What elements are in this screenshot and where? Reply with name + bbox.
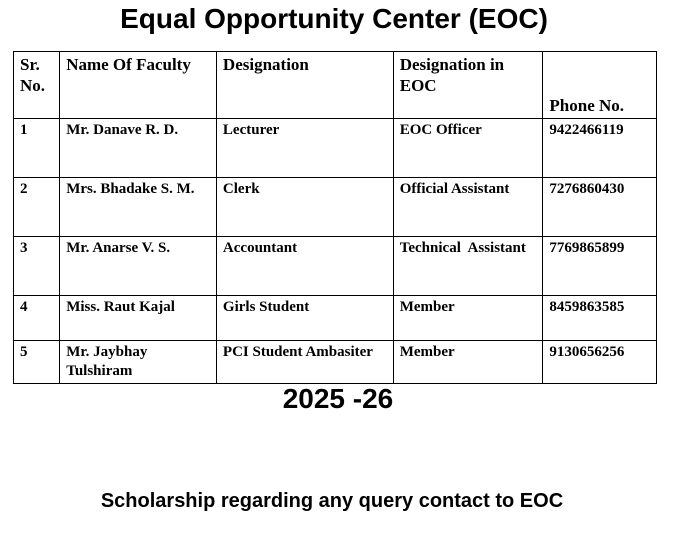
cell-name: Mr. Danave R. D. bbox=[60, 119, 217, 178]
cell-phone: 9130656256 bbox=[543, 341, 657, 384]
table-row bbox=[14, 341, 657, 384]
cell-designation-eoc: Member bbox=[393, 341, 543, 384]
eoc-members-table bbox=[13, 51, 657, 384]
cell-designation-eoc: EOC Officer bbox=[393, 119, 543, 178]
cell-phone: 7276860430 bbox=[543, 178, 657, 237]
cell-name-line1: Mr. Jaybhay bbox=[66, 344, 148, 360]
table-row bbox=[14, 237, 657, 296]
cell-designation: PCI Student Ambasiter bbox=[216, 341, 393, 384]
header-sr-no bbox=[14, 52, 60, 119]
table-row bbox=[14, 178, 657, 237]
cell-designation: Girls Student bbox=[216, 296, 393, 341]
cell-name bbox=[60, 341, 217, 384]
cell-designation-eoc: Member bbox=[393, 296, 543, 341]
table-row bbox=[14, 296, 657, 341]
cell-sr: 3 bbox=[14, 237, 60, 296]
table-row bbox=[14, 119, 657, 178]
cell-name: Mr. Anarse V. S. bbox=[60, 237, 217, 296]
header-phone-no: Phone No. bbox=[543, 52, 657, 119]
header-name-of-faculty: Name Of Faculty bbox=[60, 52, 217, 119]
table-header-row bbox=[14, 52, 657, 119]
cell-designation-eoc: Technical Assistant bbox=[393, 237, 543, 296]
cell-designation: Lecturer bbox=[216, 119, 393, 178]
cell-sr: 4 bbox=[14, 296, 60, 341]
cell-sr: 2 bbox=[14, 178, 60, 237]
header-sr-line2: No. bbox=[20, 76, 46, 95]
academic-year: 2025 -26 bbox=[282, 383, 394, 414]
cell-designation: Clerk bbox=[216, 178, 393, 237]
header-designation-eoc-line1: Designation in bbox=[399, 55, 505, 74]
cell-name-line2: Tulshiram bbox=[66, 363, 133, 379]
header-sr-line1: Sr. bbox=[20, 55, 40, 74]
cell-phone: 9422466119 bbox=[543, 119, 657, 178]
cell-designation-eoc: Official Assistant bbox=[393, 178, 543, 237]
header-designation-in-eoc bbox=[393, 52, 543, 119]
cell-name: Mrs. Bhadake S. M. bbox=[60, 178, 217, 237]
cell-designation: Accountant bbox=[216, 237, 393, 296]
cell-sr: 1 bbox=[14, 119, 60, 178]
cell-name: Miss. Raut Kajal bbox=[60, 296, 217, 341]
page-title: Equal Opportunity Center (EOC) bbox=[120, 3, 548, 34]
header-designation: Designation bbox=[216, 52, 393, 119]
cell-phone: 7769865899 bbox=[543, 237, 657, 296]
cell-phone: 8459863585 bbox=[543, 296, 657, 341]
cell-sr: 5 bbox=[14, 341, 60, 384]
scholarship-note: Scholarship regarding any query contact to EOC bbox=[100, 490, 564, 512]
header-designation-eoc-line2: EOC bbox=[399, 76, 437, 95]
